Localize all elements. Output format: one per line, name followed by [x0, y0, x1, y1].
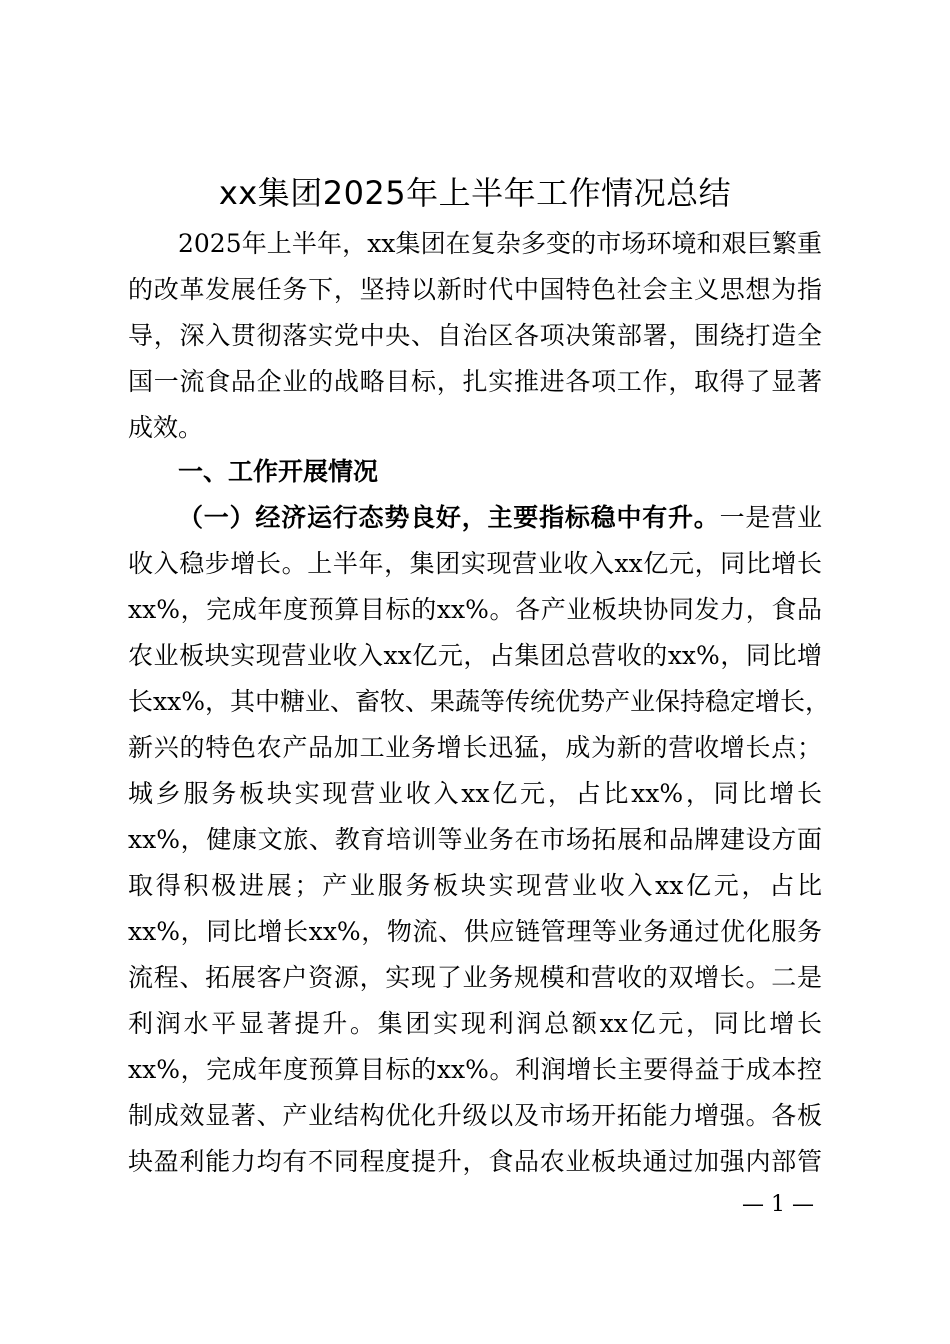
page-number: — 1 —: [742, 1192, 814, 1217]
body-line-3: 农业板块实现营业收入xx亿元，占集团总营收的xx%，同比增: [128, 641, 822, 670]
section-heading: 一、工作开展情况: [178, 457, 379, 486]
intro-line-3: 导，深入贯彻落实党中央、自治区各项决策部署，围绕打造全: [128, 321, 822, 350]
subsection-title: （一）经济运行态势良好，主要指标稳中有升。: [178, 503, 720, 532]
body-line-5: 新兴的特色农产品加工业务增长迅猛，成为新的营收增长点；: [128, 733, 822, 762]
body-line-11: 利润水平显著提升。集团实现利润总额xx亿元，同比增长: [128, 1009, 822, 1038]
intro-line-2: 的改革发展任务下，坚持以新时代中国特色社会主义思想为指: [128, 275, 822, 304]
subsection-first-line: [178, 498, 822, 538]
body-line-4: 长xx%，其中糖业、畜牧、果蔬等传统优势产业保持稳定增长，: [128, 687, 830, 716]
intro-line-5: 成效。: [128, 413, 204, 442]
body-line-8: 取得积极进展；产业服务板块实现营业收入xx亿元，占比: [128, 871, 822, 900]
intro-line-1: 2025年上半年，xx集团在复杂多变的市场环境和艰巨繁重: [178, 229, 822, 258]
body-line-2: xx%，完成年度预算目标的xx%。各产业板块协同发力，食品: [128, 595, 822, 624]
body-line-14: 块盈利能力均有不同程度提升，食品农业板块通过加强内部管: [128, 1147, 822, 1176]
body-line-12: xx%，完成年度预算目标的xx%。利润增长主要得益于成本控: [128, 1055, 822, 1084]
body-line-9: xx%，同比增长xx%，物流、供应链管理等业务通过优化服务: [128, 917, 822, 946]
intro-line-4: 国一流食品企业的战略目标，扎实推进各项工作，取得了显著: [128, 367, 822, 396]
body-line-7: xx%，健康文旅、教育培训等业务在市场拓展和品牌建设方面: [128, 825, 822, 854]
body-line-13: 制成效显著、产业结构优化升级以及市场开拓能力增强。各板: [128, 1101, 822, 1130]
subsection-first-line-rest: 一是营业: [719, 503, 822, 532]
body-line-1: 收入稳步增长。上半年，集团实现营业收入xx亿元，同比增长: [128, 549, 822, 578]
document-title: xx集团2025年上半年工作情况总结: [218, 174, 732, 212]
body-line-10: 流程、拓展客户资源，实现了业务规模和营收的双增长。二是: [128, 963, 822, 992]
body-line-6: 城乡服务板块实现营业收入xx亿元，占比xx%，同比增长: [128, 779, 822, 808]
